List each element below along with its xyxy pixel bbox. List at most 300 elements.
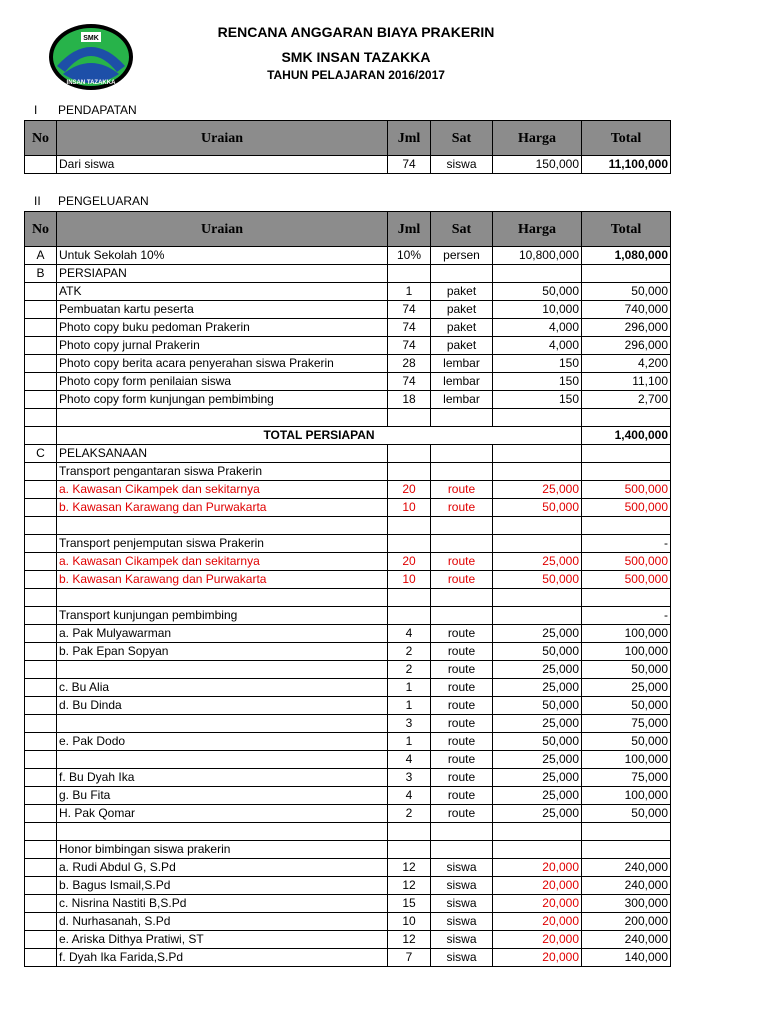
cell-no	[25, 481, 57, 499]
table-row	[25, 823, 671, 841]
table-row	[25, 319, 671, 337]
cell-total	[582, 265, 671, 283]
cell-total: 100,000	[582, 625, 671, 643]
cell-no	[25, 553, 57, 571]
cell-sat: route	[431, 805, 493, 823]
cell-total: 100,000	[582, 787, 671, 805]
cell-uraian: a. Kawasan Cikampek dan sekitarnya	[57, 553, 388, 571]
cell-no	[25, 571, 57, 589]
cell-no	[25, 805, 57, 823]
cell-sat	[431, 535, 493, 553]
cell-harga	[493, 265, 582, 283]
cell-sat	[431, 409, 493, 427]
cell-harga: 20,000	[493, 859, 582, 877]
cell-no	[25, 751, 57, 769]
cell-total: 296,000	[582, 319, 671, 337]
cell-total: 11,100	[582, 373, 671, 391]
cell-jml: 10	[388, 571, 431, 589]
cell-jml: 3	[388, 715, 431, 733]
cell-jml: 28	[388, 355, 431, 373]
cell-uraian: c. Bu Alia	[57, 679, 388, 697]
table-row	[25, 697, 671, 715]
cell-uraian	[57, 409, 388, 427]
cell-jml: 4	[388, 625, 431, 643]
cell-harga: 20,000	[493, 931, 582, 949]
col-sat: Sat	[431, 121, 493, 156]
cell-total: 500,000	[582, 499, 671, 517]
cell-no	[25, 463, 57, 481]
cell-total: 200,000	[582, 913, 671, 931]
cell-harga: 20,000	[493, 895, 582, 913]
table-row	[25, 571, 671, 589]
cell-no	[25, 535, 57, 553]
cell-uraian: Transport penjemputan siswa Prakerin	[57, 535, 388, 553]
col-total: Total	[582, 121, 671, 156]
cell-no	[25, 877, 57, 895]
cell-uraian: a. Pak Mulyawarman	[57, 625, 388, 643]
expense-table	[24, 211, 671, 967]
cell-total	[582, 589, 671, 607]
cell-jml: 12	[388, 931, 431, 949]
cell-total: 300,000	[582, 895, 671, 913]
cell-harga: 50,000	[493, 733, 582, 751]
section-number: I	[34, 103, 38, 117]
table-row	[25, 931, 671, 949]
cell-jml	[388, 841, 431, 859]
table-row	[25, 787, 671, 805]
table-row	[25, 337, 671, 355]
cell-sat: siswa	[431, 859, 493, 877]
cell-sat: route	[431, 481, 493, 499]
cell-sat	[431, 517, 493, 535]
table-row	[25, 913, 671, 931]
cell-sat: lembar	[431, 391, 493, 409]
cell-uraian	[57, 517, 388, 535]
cell-jml: 2	[388, 661, 431, 679]
cell-no	[25, 355, 57, 373]
total-value: 1,400,000	[582, 427, 671, 445]
cell-total: 75,000	[582, 769, 671, 787]
cell-no	[25, 301, 57, 319]
cell-jml: 2	[388, 643, 431, 661]
table-row	[25, 373, 671, 391]
table-row	[25, 391, 671, 409]
cell-no	[25, 895, 57, 913]
cell-sat: paket	[431, 301, 493, 319]
cell-no	[25, 715, 57, 733]
cell-total: -	[582, 535, 671, 553]
col-harga: Harga	[493, 121, 582, 156]
cell-jml: 1	[388, 733, 431, 751]
col-total: Total	[582, 212, 671, 247]
cell-total	[582, 409, 671, 427]
cell-total: 500,000	[582, 481, 671, 499]
cell-uraian: g. Bu Fita	[57, 787, 388, 805]
cell-harga: 150	[493, 373, 582, 391]
table-row	[25, 427, 671, 445]
cell-sat: paket	[431, 337, 493, 355]
cell-sat: route	[431, 661, 493, 679]
cell-harga: 25,000	[493, 661, 582, 679]
table-row	[25, 463, 671, 481]
cell-total: 25,000	[582, 679, 671, 697]
cell-total: 50,000	[582, 661, 671, 679]
table-row	[25, 283, 671, 301]
cell-sat: route	[431, 571, 493, 589]
section-pengeluaran	[24, 194, 149, 208]
cell-uraian: c. Nisrina Nastiti B,S.Pd	[57, 895, 388, 913]
cell-total: 50,000	[582, 697, 671, 715]
cell-uraian: PELAKSANAAN	[57, 445, 388, 463]
cell-jml	[388, 535, 431, 553]
cell-jml: 74	[388, 319, 431, 337]
cell-sat	[431, 265, 493, 283]
school-name: SMK INSAN TAZAKKA	[281, 49, 431, 65]
cell-harga: 10,800,000	[493, 247, 582, 265]
table-row	[25, 553, 671, 571]
cell-total: -	[582, 607, 671, 625]
table-row	[25, 733, 671, 751]
cell-harga: 150	[493, 391, 582, 409]
cell-uraian: f. Dyah Ika Farida,S.Pd	[57, 949, 388, 967]
cell-jml: 12	[388, 877, 431, 895]
cell-no	[25, 769, 57, 787]
cell-no	[25, 337, 57, 355]
cell-total: 240,000	[582, 859, 671, 877]
cell-harga: 25,000	[493, 805, 582, 823]
cell-total: 500,000	[582, 571, 671, 589]
cell-harga: 20,000	[493, 877, 582, 895]
table-row	[25, 589, 671, 607]
cell-total	[582, 445, 671, 463]
cell-uraian: Photo copy berita acara penyerahan siswa Prakerin	[57, 355, 388, 373]
table-row	[25, 751, 671, 769]
col-harga: Harga	[493, 212, 582, 247]
cell-jml: 1	[388, 679, 431, 697]
cell-harga: 50,000	[493, 571, 582, 589]
cell-sat: siswa	[431, 949, 493, 967]
cell-sat: siswa	[431, 895, 493, 913]
cell-sat: route	[431, 769, 493, 787]
cell-uraian: Photo copy form kunjungan pembimbing	[57, 391, 388, 409]
section-label: PENGELUARAN	[58, 194, 149, 208]
table-row	[25, 535, 671, 553]
cell-sat: route	[431, 733, 493, 751]
cell-harga	[493, 841, 582, 859]
cell-uraian: Photo copy jurnal Prakerin	[57, 337, 388, 355]
cell-total: 2,700	[582, 391, 671, 409]
table-row	[25, 499, 671, 517]
cell-total: 4,200	[582, 355, 671, 373]
cell-sat: route	[431, 499, 493, 517]
cell-no	[25, 589, 57, 607]
cell-harga: 50,000	[493, 643, 582, 661]
cell-harga: 25,000	[493, 679, 582, 697]
table-row	[25, 265, 671, 283]
cell-jml	[388, 589, 431, 607]
col-jml: Jml	[388, 121, 431, 156]
cell-uraian: e. Ariska Dithya Pratiwi, ST	[57, 931, 388, 949]
cell-jml: 74	[388, 337, 431, 355]
cell-no	[25, 625, 57, 643]
cell-total: 50,000	[582, 733, 671, 751]
cell-uraian: Honor bimbingan siswa prakerin	[57, 841, 388, 859]
table-row	[25, 607, 671, 625]
cell-no: A	[25, 247, 57, 265]
cell-jml: 10%	[388, 247, 431, 265]
cell-sat	[431, 823, 493, 841]
cell-harga	[493, 823, 582, 841]
cell-jml	[388, 607, 431, 625]
cell-uraian: Transport kunjungan pembimbing	[57, 607, 388, 625]
cell-sat	[431, 607, 493, 625]
cell-no	[25, 949, 57, 967]
col-no: No	[25, 121, 57, 156]
table-row	[25, 841, 671, 859]
table-row	[25, 679, 671, 697]
cell-harga: 25,000	[493, 769, 582, 787]
cell-jml	[388, 409, 431, 427]
col-no: No	[25, 212, 57, 247]
cell-jml: 74	[388, 373, 431, 391]
cell-total: 140,000	[582, 949, 671, 967]
cell-jml: 1	[388, 283, 431, 301]
cell-harga: 25,000	[493, 625, 582, 643]
cell-total: 50,000	[582, 805, 671, 823]
logo-bottom-text: INSAN TAZAKKA	[66, 80, 116, 86]
cell-harga: 20,000	[493, 949, 582, 967]
cell-harga	[493, 445, 582, 463]
cell-no	[25, 823, 57, 841]
cell-uraian: ATK	[57, 283, 388, 301]
cell-jml	[388, 823, 431, 841]
table-row	[25, 805, 671, 823]
cell-no	[25, 931, 57, 949]
cell-sat: route	[431, 715, 493, 733]
cell-jml: 15	[388, 895, 431, 913]
cell-harga: 4,000	[493, 337, 582, 355]
section-label: PENDAPATAN	[58, 103, 137, 117]
doc-title: RENCANA ANGGARAN BIAYA PRAKERIN	[217, 24, 495, 40]
cell-uraian	[57, 661, 388, 679]
cell-total: 100,000	[582, 751, 671, 769]
cell-harga: 25,000	[493, 787, 582, 805]
cell-no	[25, 283, 57, 301]
table-row	[25, 661, 671, 679]
cell-no	[25, 391, 57, 409]
cell-uraian: Pembuatan kartu peserta	[57, 301, 388, 319]
cell-total: 50,000	[582, 283, 671, 301]
cell-total: 296,000	[582, 337, 671, 355]
section-number: II	[34, 194, 41, 208]
cell-harga: 25,000	[493, 553, 582, 571]
cell-uraian: Photo copy buku pedoman Prakerin	[57, 319, 388, 337]
table-row	[25, 481, 671, 499]
cell-jml: 74	[388, 301, 431, 319]
cell-sat: route	[431, 679, 493, 697]
table-row	[25, 517, 671, 535]
cell-jml: 4	[388, 751, 431, 769]
cell-sat: paket	[431, 283, 493, 301]
cell-total	[582, 823, 671, 841]
table-header	[25, 212, 671, 247]
cell-no	[25, 787, 57, 805]
table-row	[25, 247, 671, 265]
cell-total: 75,000	[582, 715, 671, 733]
table-row	[25, 769, 671, 787]
cell-jml: 7	[388, 949, 431, 967]
cell-sat: route	[431, 643, 493, 661]
table-row	[25, 715, 671, 733]
cell-jml: 10	[388, 499, 431, 517]
cell-sat: route	[431, 625, 493, 643]
cell-uraian: b. Kawasan Karawang dan Purwakarta	[57, 499, 388, 517]
cell-total: 1,080,000	[582, 247, 671, 265]
cell-sat: paket	[431, 319, 493, 337]
cell-jml: 4	[388, 787, 431, 805]
cell-uraian	[57, 715, 388, 733]
cell-total: 500,000	[582, 553, 671, 571]
cell-no: B	[25, 265, 57, 283]
cell-harga: 50,000	[493, 283, 582, 301]
cell-no	[25, 733, 57, 751]
cell-uraian: Photo copy form penilaian siswa	[57, 373, 388, 391]
cell-jml: 2	[388, 805, 431, 823]
cell-harga	[493, 535, 582, 553]
cell-jml: 20	[388, 553, 431, 571]
total-label: TOTAL PERSIAPAN	[57, 427, 582, 445]
cell-uraian: b. Pak Epan Sopyan	[57, 643, 388, 661]
cell-no	[25, 679, 57, 697]
cell-sat: siswa	[431, 877, 493, 895]
cell-sat: lembar	[431, 373, 493, 391]
cell-harga	[493, 607, 582, 625]
cell-sat: persen	[431, 247, 493, 265]
cell-harga	[493, 517, 582, 535]
academic-year: TAHUN PELAJARAN 2016/2017	[267, 68, 445, 82]
income-table	[24, 120, 671, 174]
cell-uraian: a. Kawasan Cikampek dan sekitarnya	[57, 481, 388, 499]
table-header	[25, 121, 671, 156]
cell-jml	[388, 463, 431, 481]
table-row	[25, 445, 671, 463]
cell-uraian	[57, 589, 388, 607]
cell-harga: 20,000	[493, 913, 582, 931]
cell-no	[25, 913, 57, 931]
cell-jml: 1	[388, 697, 431, 715]
cell-uraian: f. Bu Dyah Ika	[57, 769, 388, 787]
table-row	[25, 895, 671, 913]
table-row	[25, 877, 671, 895]
cell-jml: 18	[388, 391, 431, 409]
col-jml: Jml	[388, 212, 431, 247]
cell-sat	[431, 841, 493, 859]
cell-jml: 10	[388, 913, 431, 931]
cell-harga	[493, 589, 582, 607]
cell-sat: siswa	[431, 913, 493, 931]
cell-sat: lembar	[431, 355, 493, 373]
cell-no	[25, 373, 57, 391]
cell-uraian: Untuk Sekolah 10%	[57, 247, 388, 265]
table-row	[25, 301, 671, 319]
table-row	[25, 643, 671, 661]
cell-no	[25, 319, 57, 337]
cell-uraian	[57, 751, 388, 769]
cell-total: 740,000	[582, 301, 671, 319]
cell-harga: 4,000	[493, 319, 582, 337]
section-pendapatan	[24, 103, 137, 117]
table-row	[25, 859, 671, 877]
cell-harga	[493, 463, 582, 481]
cell-jml	[388, 445, 431, 463]
cell-uraian: PERSIAPAN	[57, 265, 388, 283]
cell-jml: 3	[388, 769, 431, 787]
cell-total	[582, 517, 671, 535]
cell-sat: route	[431, 553, 493, 571]
cell-harga: 10,000	[493, 301, 582, 319]
cell-harga: 25,000	[493, 481, 582, 499]
cell-total: 100,000	[582, 643, 671, 661]
cell-total	[582, 463, 671, 481]
cell-jml	[388, 517, 431, 535]
cell-no	[25, 697, 57, 715]
cell-uraian: H. Pak Qomar	[57, 805, 388, 823]
cell-uraian: Transport pengantaran siswa Prakerin	[57, 463, 388, 481]
cell-no	[25, 643, 57, 661]
cell-total: 240,000	[582, 931, 671, 949]
cell-no	[25, 841, 57, 859]
cell-no	[25, 517, 57, 535]
table-row	[25, 355, 671, 373]
cell-sat: route	[431, 697, 493, 715]
logo-top-text: SMK	[83, 35, 99, 42]
cell-sat: route	[431, 787, 493, 805]
cell-uraian: b. Kawasan Karawang dan Purwakarta	[57, 571, 388, 589]
col-sat: Sat	[431, 212, 493, 247]
cell-sat	[431, 445, 493, 463]
cell-harga: 150	[493, 355, 582, 373]
cell-harga: 25,000	[493, 751, 582, 769]
cell-uraian: a. Rudi Abdul G, S.Pd	[57, 859, 388, 877]
cell-no: C	[25, 445, 57, 463]
table-row	[25, 625, 671, 643]
cell-sat	[431, 589, 493, 607]
cell-sat: route	[431, 751, 493, 769]
cell-uraian	[57, 823, 388, 841]
cell-no	[25, 607, 57, 625]
col-uraian: Uraian	[57, 121, 388, 156]
cell-sat: siswa	[431, 931, 493, 949]
cell-harga: 25,000	[493, 715, 582, 733]
cell-uraian: d. Nurhasanah, S.Pd	[57, 913, 388, 931]
cell-no	[25, 409, 57, 427]
cell-jml	[388, 265, 431, 283]
cell-no	[25, 499, 57, 517]
cell-uraian: b. Bagus Ismail,S.Pd	[57, 877, 388, 895]
cell-no	[25, 661, 57, 679]
cell-uraian: d. Bu Dinda	[57, 697, 388, 715]
cell-total: 240,000	[582, 877, 671, 895]
cell-sat	[431, 463, 493, 481]
table-row	[25, 409, 671, 427]
cell-no	[25, 859, 57, 877]
cell-uraian: e. Pak Dodo	[57, 733, 388, 751]
cell-harga	[493, 409, 582, 427]
table-row	[25, 949, 671, 967]
col-uraian: Uraian	[57, 212, 388, 247]
cell-total	[582, 841, 671, 859]
cell-jml: 20	[388, 481, 431, 499]
